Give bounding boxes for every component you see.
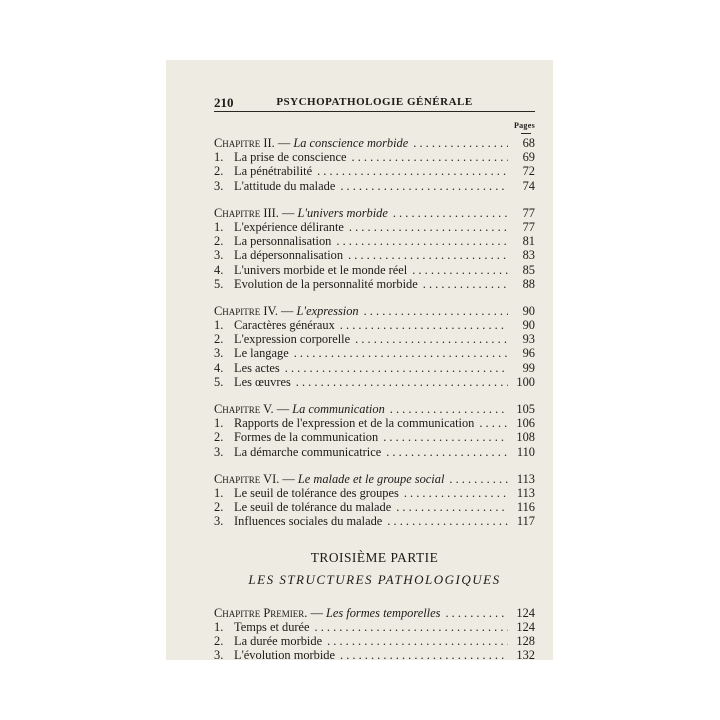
section-title: L'attitude du malade bbox=[234, 178, 336, 193]
chapter-dash: — bbox=[277, 303, 297, 318]
leader-dots bbox=[386, 445, 508, 459]
table-of-contents bbox=[214, 136, 535, 662]
section-entry bbox=[214, 263, 535, 277]
chapter-page: 124 bbox=[516, 605, 535, 620]
chapter-dash: — bbox=[278, 205, 298, 220]
section-title: Le seuil de tolérance du malade bbox=[234, 500, 392, 515]
chapter-entry bbox=[214, 136, 535, 150]
section-number: 4. bbox=[214, 262, 224, 277]
leader-dots bbox=[364, 304, 508, 318]
section-number: 2. bbox=[214, 234, 224, 249]
section-number: 1. bbox=[214, 219, 224, 234]
leader-dots bbox=[449, 472, 508, 486]
section-entry bbox=[214, 634, 535, 648]
running-title: PSYCHOPATHOLOGIE GÉNÉRALE bbox=[276, 96, 473, 108]
chapter-page: 68 bbox=[522, 136, 535, 150]
section-title: Rapports de l'expression et de la communication bbox=[234, 416, 475, 431]
leader-dots bbox=[340, 648, 508, 662]
section-title: La démarche communicatrice bbox=[234, 444, 382, 459]
chapter-title: L'expression bbox=[296, 303, 359, 318]
pages-column-label: Pages bbox=[513, 121, 535, 130]
section-page: 116 bbox=[516, 500, 535, 515]
chapter-label: Chapitre Premier. bbox=[214, 605, 308, 620]
section-entry bbox=[214, 620, 535, 634]
section-page: 88 bbox=[522, 276, 535, 291]
section-number: 1. bbox=[214, 150, 224, 165]
leader-dots bbox=[423, 277, 508, 291]
section-entry bbox=[214, 486, 535, 500]
chapter-title: L'univers morbide bbox=[297, 205, 388, 220]
chapter-label: Chapitre VI. bbox=[214, 471, 280, 486]
leader-dots bbox=[336, 234, 508, 248]
section-page: 100 bbox=[516, 374, 535, 389]
section-entry bbox=[214, 150, 535, 164]
section-entry bbox=[214, 220, 535, 234]
section-page: 113 bbox=[516, 485, 535, 500]
leader-dots bbox=[387, 514, 508, 528]
chapter-label: Chapitre II. bbox=[214, 136, 275, 150]
section-title: Caractères généraux bbox=[234, 318, 335, 333]
section-entry bbox=[214, 346, 535, 360]
section-number: 2. bbox=[214, 500, 224, 515]
leader-dots bbox=[294, 346, 508, 360]
section-title: Le seuil de tolérance des groupes bbox=[234, 485, 399, 500]
part-three-heading: TROISIÈME PARTIE bbox=[310, 549, 439, 565]
section-title: La prise de conscience bbox=[234, 150, 347, 165]
section-title: Temps et durée bbox=[234, 619, 310, 634]
leader-dots bbox=[412, 263, 508, 277]
section-number: 3. bbox=[214, 444, 224, 459]
section-entry bbox=[214, 318, 535, 332]
section-title: Les actes bbox=[234, 360, 280, 375]
section-number: 5. bbox=[214, 374, 224, 389]
chapter-dash: — bbox=[274, 136, 294, 150]
section-number: 2. bbox=[214, 164, 224, 179]
chapter-entry bbox=[214, 206, 535, 220]
section-page: 81 bbox=[522, 234, 535, 249]
section-page: 108 bbox=[516, 430, 535, 445]
section-entry bbox=[214, 361, 535, 375]
leader-dots bbox=[327, 634, 508, 648]
section-page: 93 bbox=[522, 332, 535, 347]
chapter-label: Chapitre III. bbox=[214, 205, 279, 220]
chapter-dash: — bbox=[279, 471, 298, 486]
chapter-page: 77 bbox=[522, 205, 535, 220]
section-title: L'expression corporelle bbox=[234, 332, 351, 347]
chapter-label: Chapitre IV. bbox=[214, 303, 278, 318]
chapter-entry bbox=[214, 402, 535, 416]
chapter-entry bbox=[214, 304, 535, 318]
chapter-title: Les formes temporelles bbox=[325, 605, 441, 620]
chapter-page: 113 bbox=[516, 471, 535, 486]
section-title: Les œuvres bbox=[234, 374, 291, 389]
section-number: 2. bbox=[214, 430, 224, 445]
part-three-subtitle: LES STRUCTURES PATHOLOGIQUES bbox=[248, 571, 501, 587]
section-page: 99 bbox=[522, 360, 535, 375]
section-number: 3. bbox=[214, 178, 224, 193]
chapter-label: Chapitre V. bbox=[214, 402, 274, 416]
section-title: Le langage bbox=[234, 346, 289, 361]
leader-dots bbox=[315, 620, 508, 634]
section-entry bbox=[214, 416, 535, 430]
section-entry bbox=[214, 445, 535, 459]
leader-dots bbox=[413, 136, 508, 150]
chapter-title: Le malade et le groupe social bbox=[297, 471, 445, 486]
part-three-chapters bbox=[214, 606, 535, 663]
leader-dots bbox=[383, 430, 508, 444]
chapter-title: La communication bbox=[292, 402, 385, 416]
section-number: 2. bbox=[214, 332, 224, 347]
section-number: 5. bbox=[214, 276, 224, 291]
section-entry bbox=[214, 332, 535, 346]
section-number: 3. bbox=[214, 346, 224, 361]
section-page: 77 bbox=[522, 219, 535, 234]
chapter-dash: — bbox=[307, 605, 326, 620]
leader-dots bbox=[349, 220, 508, 234]
section-entry bbox=[214, 164, 535, 178]
section-title: Evolution de la personnalité morbide bbox=[234, 276, 418, 291]
section-entry bbox=[214, 248, 535, 262]
leader-dots bbox=[348, 248, 508, 262]
section-title: La durée morbide bbox=[234, 633, 323, 648]
section-title: La personnalisation bbox=[234, 234, 332, 249]
section-number: 1. bbox=[214, 619, 224, 634]
section-entry bbox=[214, 234, 535, 248]
section-page: 124 bbox=[516, 619, 535, 634]
header-rule bbox=[214, 111, 535, 112]
section-number: 2. bbox=[214, 633, 224, 648]
leader-dots bbox=[479, 416, 508, 430]
section-title: La pénétrabilité bbox=[234, 164, 313, 179]
leader-dots bbox=[393, 206, 508, 220]
section-title: L'expérience délirante bbox=[234, 219, 344, 234]
leader-dots bbox=[396, 500, 508, 514]
section-number: 3. bbox=[214, 248, 224, 263]
part-two-chapters bbox=[214, 136, 535, 529]
section-entry bbox=[214, 514, 535, 528]
page-number: 210 bbox=[214, 95, 234, 110]
section-entry bbox=[214, 179, 535, 193]
section-entry bbox=[214, 430, 535, 444]
chapter-dash: — bbox=[273, 402, 293, 416]
section-page: 90 bbox=[522, 318, 535, 333]
pages-column-dash bbox=[521, 133, 531, 134]
section-number: 4. bbox=[214, 360, 224, 375]
section-page: 128 bbox=[516, 633, 535, 648]
section-entry bbox=[214, 375, 535, 389]
chapter-title: La conscience morbide bbox=[293, 136, 409, 150]
section-number: 3. bbox=[214, 648, 224, 663]
section-page: 72 bbox=[522, 164, 535, 179]
section-title: L'univers morbide et le monde réel bbox=[234, 262, 408, 277]
section-number: 1. bbox=[214, 485, 224, 500]
section-entry bbox=[214, 648, 535, 662]
section-page: 83 bbox=[522, 248, 535, 263]
section-entry bbox=[214, 277, 535, 291]
chapter-entry bbox=[214, 472, 535, 486]
section-title: L'évolution morbide bbox=[234, 648, 335, 663]
section-page: 69 bbox=[522, 150, 535, 165]
section-page: 106 bbox=[516, 416, 535, 431]
leader-dots bbox=[285, 361, 508, 375]
chapter-page: 105 bbox=[516, 402, 535, 416]
chapter-entry bbox=[214, 606, 535, 620]
section-number: 1. bbox=[214, 318, 224, 333]
leader-dots bbox=[340, 179, 508, 193]
page-header bbox=[214, 95, 535, 111]
section-entry bbox=[214, 500, 535, 514]
section-page: 110 bbox=[516, 444, 535, 459]
section-page: 74 bbox=[522, 178, 535, 193]
section-page: 117 bbox=[516, 514, 535, 529]
section-page: 85 bbox=[522, 262, 535, 277]
leader-dots bbox=[317, 164, 508, 178]
section-number: 3. bbox=[214, 514, 224, 529]
leader-dots bbox=[390, 402, 508, 416]
section-title: La dépersonnalisation bbox=[234, 248, 344, 263]
section-number: 1. bbox=[214, 416, 224, 431]
section-page: 132 bbox=[516, 648, 535, 663]
section-title: Influences sociales du malade bbox=[234, 514, 383, 529]
section-title: Formes de la communication bbox=[234, 430, 379, 445]
book-page bbox=[166, 60, 553, 663]
section-page: 96 bbox=[522, 346, 535, 361]
leader-dots bbox=[404, 486, 508, 500]
leader-dots bbox=[355, 332, 508, 346]
leader-dots bbox=[352, 150, 509, 164]
leader-dots bbox=[340, 318, 508, 332]
chapter-page: 90 bbox=[522, 303, 535, 318]
leader-dots bbox=[445, 606, 508, 620]
leader-dots bbox=[296, 375, 508, 389]
